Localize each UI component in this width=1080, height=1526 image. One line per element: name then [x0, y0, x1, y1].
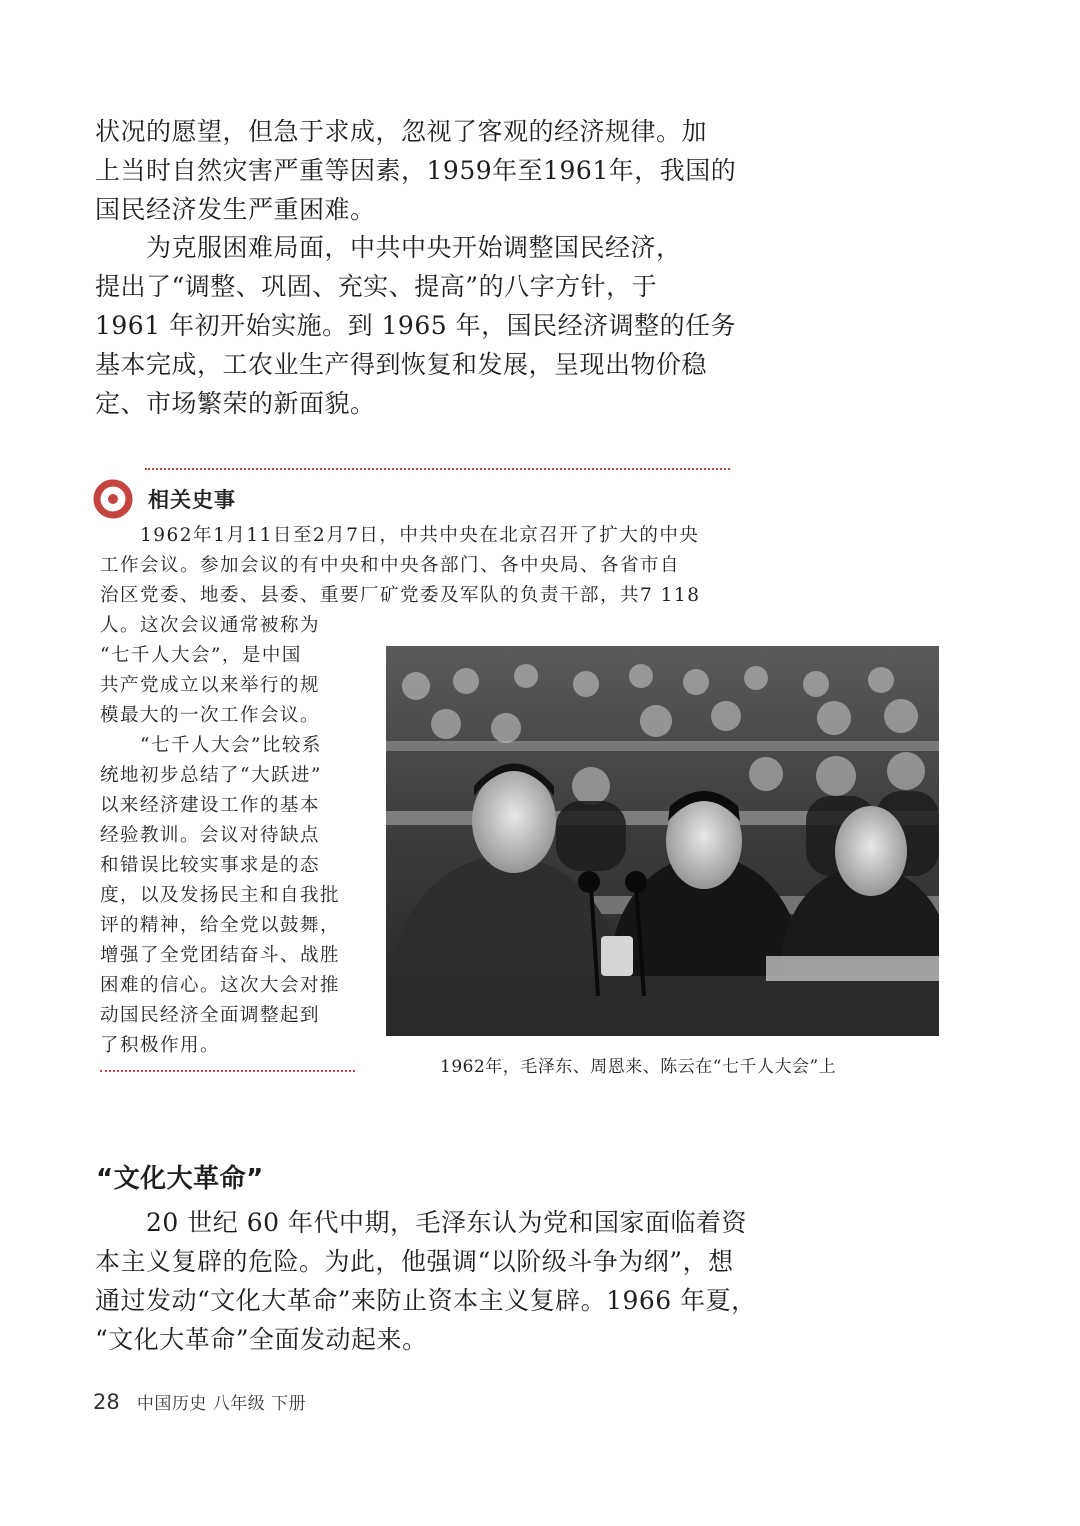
- text-line: 定、市场繁荣的新面貌。: [95, 389, 376, 418]
- text-line: 以来经济建设工作的基本: [100, 795, 321, 816]
- related-box-title: 相关史事: [148, 488, 236, 512]
- text-line: 困难的信心。这次大会对推: [100, 975, 341, 996]
- text-line: 1961 年初开始实施。到 1965 年，国民经济调整的任务: [95, 311, 737, 340]
- text-line: 提出了“调整、巩固、充实、提高”的八字方针，于: [95, 272, 658, 301]
- text-line: 经验教训。会议对待缺点: [100, 825, 321, 846]
- text-line: 模最大的一次工作会议。: [100, 705, 321, 726]
- text-line: 和错误比较实事求是的态: [100, 855, 321, 876]
- text-line: 了积极作用。: [100, 1035, 221, 1056]
- text-line: 统地初步总结了“大跃进”: [100, 765, 322, 786]
- paragraph-economic-adjustment: [95, 228, 737, 423]
- text-line: 国民经济发生严重困难。: [95, 195, 376, 224]
- paragraph-economic-difficulty: [95, 112, 737, 229]
- text-line: 1962年1月11日至2月7日，中共中央在北京召开了扩大的中央: [100, 525, 700, 546]
- paragraph-cultural-revolution: [95, 1203, 757, 1359]
- section-title: “文化大革命”: [96, 1164, 264, 1194]
- related-box-top-divider: [145, 468, 730, 470]
- text-line: 工作会议。参加会议的有中央和中央各部门、各中央局、各省市自: [100, 555, 681, 576]
- text-line: “七千人大会”，是中国: [100, 645, 302, 666]
- text-line: 治区党委、地委、县委、重要厂矿党委及军队的负责干部，共7 118: [100, 585, 701, 606]
- text-line: 基本完成，工农业生产得到恢复和发展，呈现出物价稳: [95, 350, 708, 379]
- text-line: 本主义复辟的危险。为此，他强调“以阶级斗争为纲”，想: [95, 1247, 734, 1276]
- text-line: 增强了全党团结奋斗、战胜: [100, 945, 341, 966]
- text-line: “七千人大会”比较系: [100, 735, 322, 756]
- page-footer: [93, 1389, 306, 1414]
- text-line: 上当时自然灾害严重等因素，1959年至1961年，我国的: [95, 156, 737, 185]
- related-box-text-column: [100, 611, 358, 1061]
- historical-photo: [386, 646, 939, 1036]
- text-line: 人。这次会议通常被称为: [100, 615, 321, 636]
- text-line: 评的精神，给全党以鼓舞，: [100, 915, 341, 936]
- photo-illustration: [386, 646, 939, 1036]
- book-title: 中国历史 八年级 下册: [136, 1394, 307, 1414]
- text-line: 通过发动“文化大革命”来防止资本主义复辟。1966 年夏，: [95, 1286, 757, 1315]
- text-line: “文化大革命”全面发动起来。: [95, 1325, 428, 1354]
- text-line: 状况的愿望，但急于求成，忽视了客观的经济规律。加: [95, 117, 708, 146]
- text-line: 度，以及发扬民主和自我批: [100, 885, 341, 906]
- text-line: 20 世纪 60 年代中期，毛泽东认为党和国家面临着资: [95, 1208, 747, 1237]
- text-line: 共产党成立以来举行的规: [100, 675, 321, 696]
- text-line: 为克服困难局面，中共中央开始调整国民经济，: [95, 233, 682, 262]
- related-box-text-full-width: [100, 521, 730, 611]
- related-history-swirl-icon: [86, 472, 140, 526]
- photo-caption: 1962年，毛泽东、周恩来、陈云在“七千人大会”上: [440, 1057, 837, 1077]
- page-number: 28: [93, 1390, 120, 1414]
- related-box-bottom-divider: [100, 1070, 355, 1072]
- text-line: 动国民经济全面调整起到: [100, 1005, 321, 1026]
